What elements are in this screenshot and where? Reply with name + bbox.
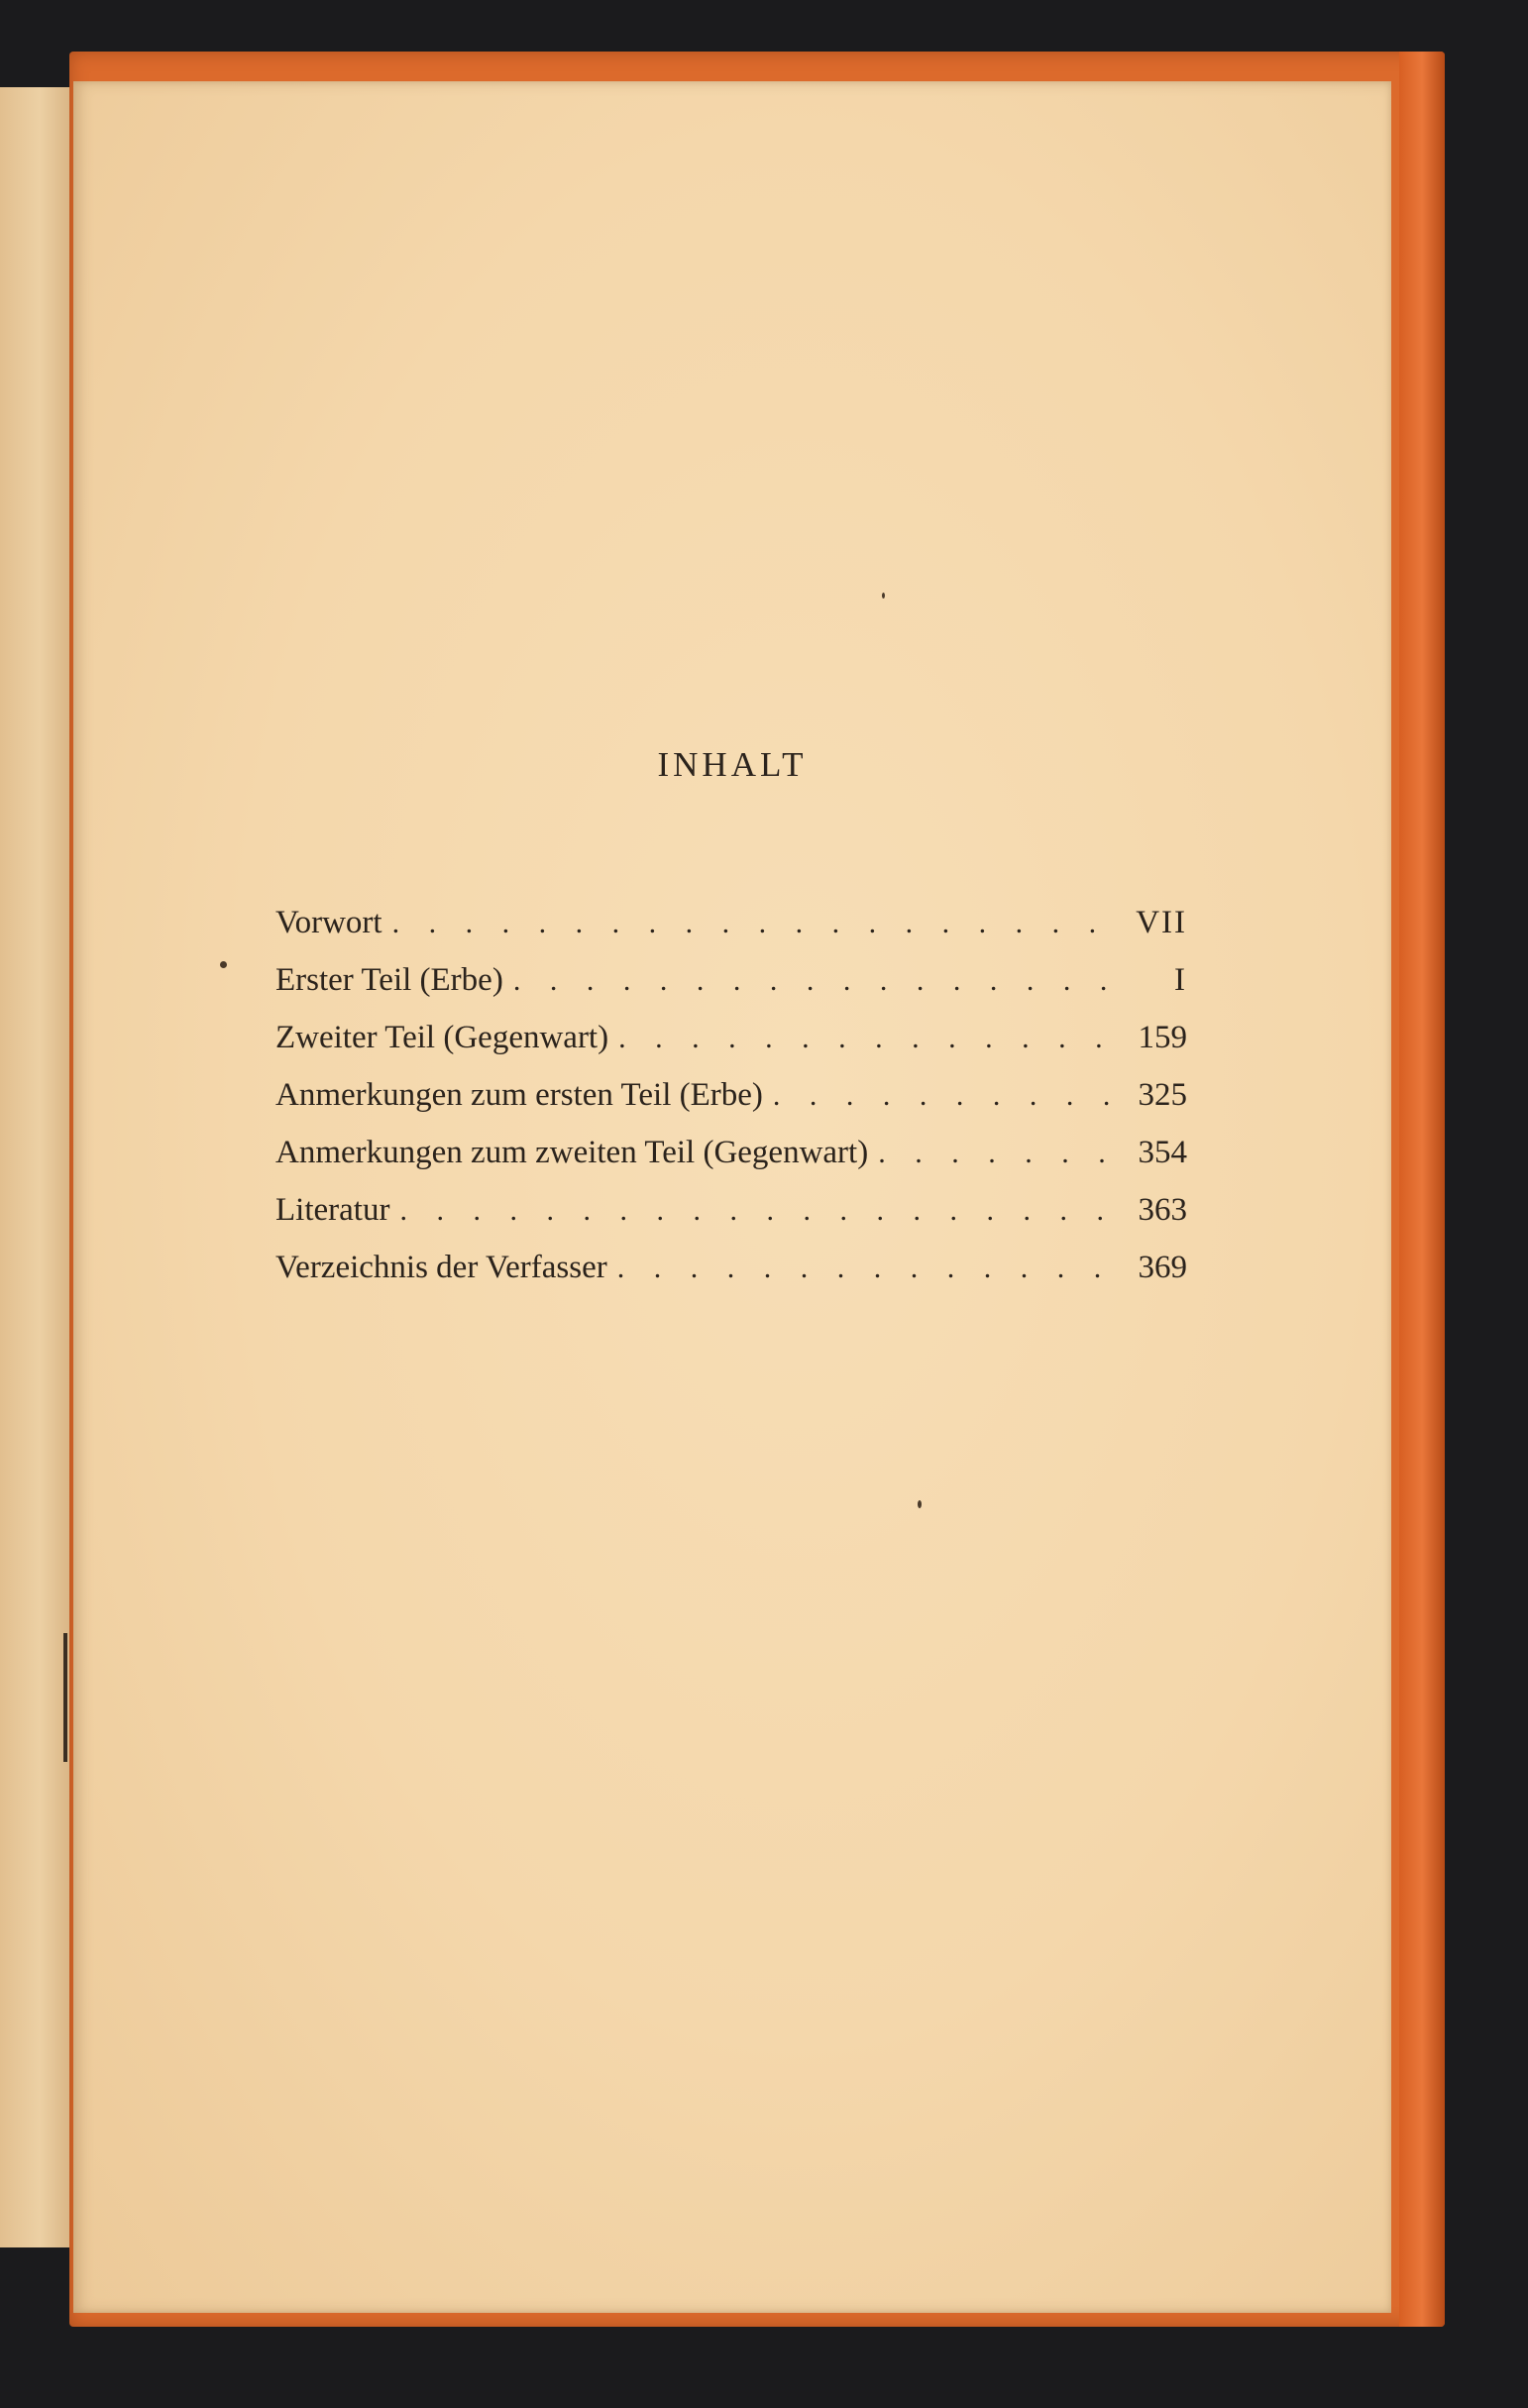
toc-dot-leader (513, 952, 1118, 1010)
toc-entry-label: Zweiter Teil (Gegenwart) (275, 1020, 609, 1055)
toc-entry-label: Vorwort (275, 905, 382, 940)
toc-entry-label: Anmerkungen zum ersten Teil (Erbe) (275, 1077, 763, 1113)
paper-speck (918, 1500, 922, 1508)
toc-entry-label: Erster Teil (Erbe) (275, 962, 503, 998)
table-of-contents (275, 894, 1187, 1296)
toc-entry (275, 1066, 1187, 1124)
binding-mark (63, 1633, 67, 1762)
book-cover-edge (1399, 52, 1445, 2327)
toc-dot-leader (618, 1010, 1118, 1067)
toc-dot-leader (399, 1182, 1118, 1240)
toc-entry-page: 363 (1138, 1192, 1187, 1228)
toc-entry (275, 1124, 1187, 1181)
paper-speck (882, 593, 885, 599)
toc-entry (275, 894, 1187, 951)
toc-entry-page: 354 (1138, 1135, 1187, 1170)
page-title: INHALT (657, 745, 808, 784)
toc-entry-page: 159 (1138, 1020, 1187, 1055)
toc-dot-leader (878, 1125, 1118, 1182)
toc-entry-label: Anmerkungen zum zweiten Teil (Gegenwart) (275, 1135, 869, 1170)
toc-entry-page: I (1174, 962, 1187, 998)
book-page (73, 81, 1391, 2313)
toc-entry-page: VII (1136, 905, 1187, 940)
toc-dot-leader (773, 1067, 1118, 1125)
toc-entry-page: 325 (1138, 1077, 1187, 1113)
left-page-edge (0, 87, 73, 2247)
paper-speck (220, 961, 227, 968)
toc-dot-leader (617, 1240, 1118, 1297)
toc-entry-label: Verzeichnis der Verfasser (275, 1250, 607, 1285)
toc-entry (275, 951, 1187, 1009)
toc-entry (275, 1181, 1187, 1239)
toc-dot-leader (392, 895, 1118, 952)
toc-entry-page: 369 (1138, 1250, 1187, 1285)
toc-entry-label: Literatur (275, 1192, 390, 1228)
toc-entry (275, 1009, 1187, 1066)
toc-entry (275, 1239, 1187, 1296)
